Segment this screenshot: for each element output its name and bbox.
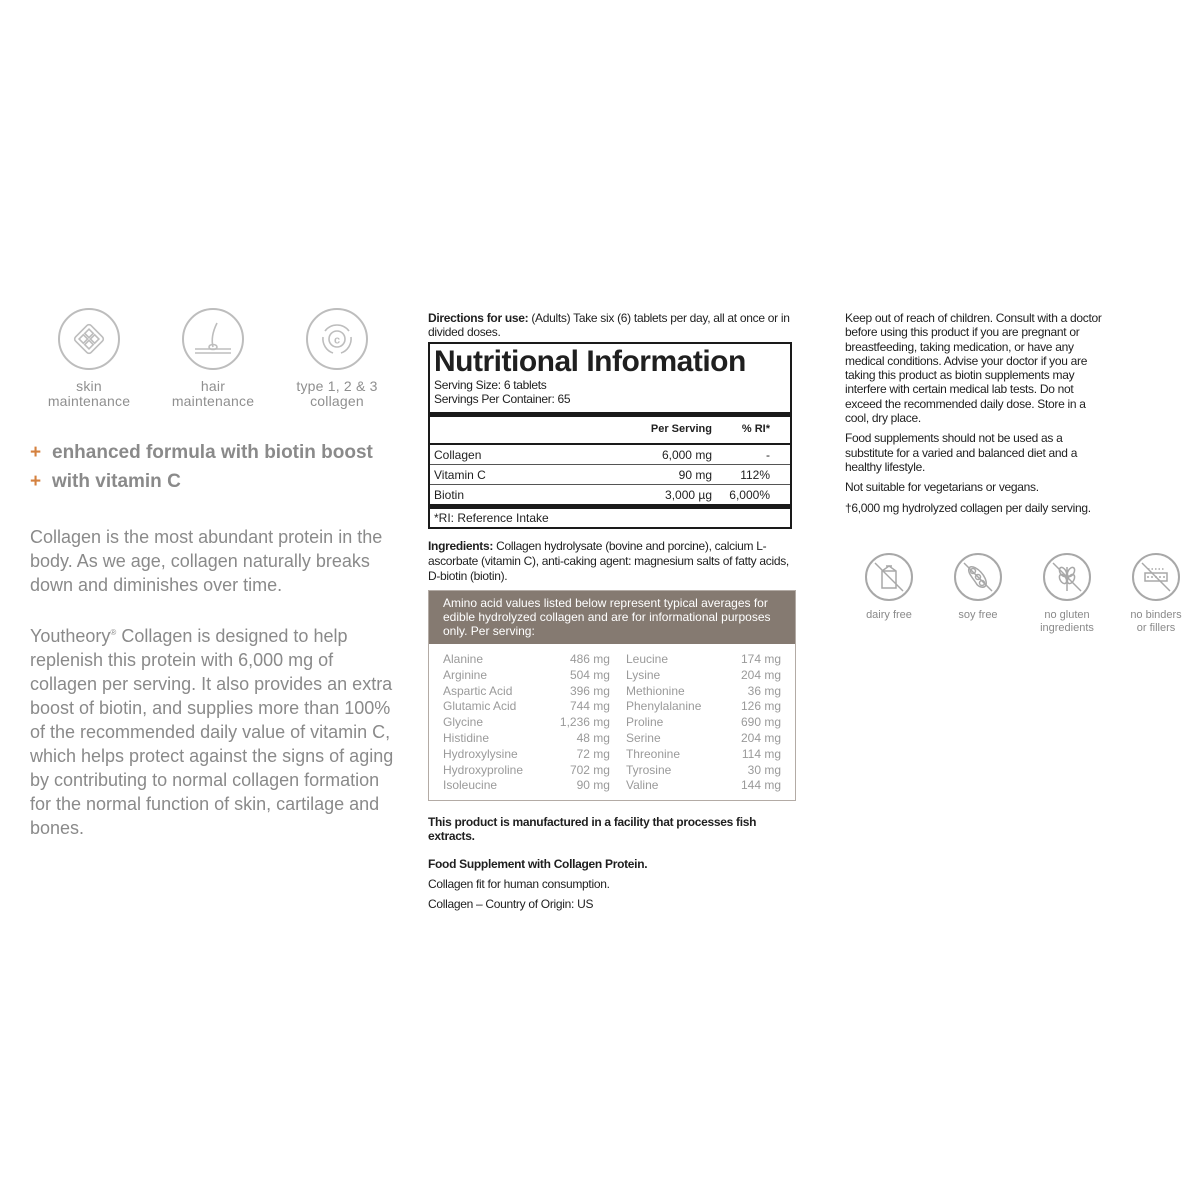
skin-maintenance-badge xyxy=(30,308,148,409)
amino-acid-name: Serine xyxy=(625,730,661,745)
amino-acid-amount: 504 mg xyxy=(569,667,610,682)
amino-acid-name: Hydroxyproline xyxy=(443,762,524,777)
amino-acid-name: Hydroxylysine xyxy=(443,746,518,761)
amino-acid-name: Lysine xyxy=(625,667,661,682)
serving-info xyxy=(430,378,790,417)
plus-icon: + xyxy=(30,471,42,492)
serving-size: Serving Size: 6 tablets xyxy=(434,378,547,392)
amino-acid-row xyxy=(443,731,610,747)
amino-acid-amount: 114 mg xyxy=(741,746,781,761)
amino-acid-name: Methionine xyxy=(625,683,685,698)
amino-acid-name: Isoleucine xyxy=(443,778,498,793)
servings-per-container: Servings Per Container: 65 xyxy=(434,392,571,406)
facility-notice: This product is manufactured in a facility that processes fish extracts. xyxy=(428,815,757,844)
soy-free-badge xyxy=(934,553,1022,635)
amino-acid-row xyxy=(626,652,781,668)
amino-acid-amount: 204 mg xyxy=(740,667,781,682)
nutrient-ri: 112% xyxy=(740,468,770,482)
soy-free-icon xyxy=(954,553,1002,601)
amino-acid-name: Glutamic Acid xyxy=(443,699,517,714)
fit-line: Collagen fit for human consumption. xyxy=(428,877,610,892)
amino-acid-name: Aspartic Acid xyxy=(443,683,513,698)
wheat-icon xyxy=(1043,553,1091,601)
nutrient-amount: 90 mg xyxy=(678,468,712,482)
svg-text:c: c xyxy=(333,334,341,347)
ingredients-label: Ingredients: xyxy=(428,539,494,553)
amino-acid-row xyxy=(626,763,781,779)
ri-footnote: *RI: Reference Intake xyxy=(434,511,549,525)
registered-mark: ® xyxy=(110,628,117,637)
amino-acid-amount: 36 mg xyxy=(747,683,781,698)
hair-maintenance-label: hair maintenance xyxy=(171,378,255,409)
directions-text: (Adults) Take six (6) tablets per day, all at once or in divided doses. xyxy=(428,311,790,339)
benefits-column xyxy=(30,308,400,840)
amino-acid-row xyxy=(443,684,610,700)
no-binders-label: no binders or fillers xyxy=(1130,609,1182,634)
no-binders-badge xyxy=(1112,553,1200,635)
vegetarian-text: Not suitable for vegetarians or vegans. xyxy=(845,480,1039,495)
nutrient-name: Biotin xyxy=(434,488,465,502)
amino-acid-row xyxy=(443,699,610,715)
amino-acid-row xyxy=(626,684,781,700)
warning-text: Keep out of reach of children. Consult with a doctor before using this product if you are pregnant or breastfeeding, taking medication, or have any medical conditions. Advise your doctor if you are taking this product as biotin supplements may interfere with certain medical lab tests. Do not exceed the recommended daily dose. Store in a cool, dry place. xyxy=(845,311,1102,426)
amino-acid-row xyxy=(443,747,610,763)
amino-acid-row xyxy=(443,668,610,684)
amino-acid-name: Proline xyxy=(625,715,664,730)
amino-acid-header: Amino acid values listed below represent typical averages for edible hydrolyzed collagen and are for informational purposes only. Per serving: xyxy=(429,591,795,644)
amino-acid-row xyxy=(443,715,610,731)
collagen-types-label: type 1, 2 & 3 collagen xyxy=(296,378,378,409)
amino-acid-row xyxy=(443,652,610,668)
amino-acid-row xyxy=(626,778,781,794)
nutrition-title: Nutritional Information xyxy=(434,345,746,378)
amino-acid-name: Phenylalanine xyxy=(625,699,702,714)
amino-acid-row xyxy=(626,731,781,747)
nutrient-ri: - xyxy=(766,448,770,462)
amino-acid-amount: 690 mg xyxy=(740,715,781,730)
amino-acid-table xyxy=(428,590,796,801)
amino-acid-name: Histidine xyxy=(443,730,490,745)
nutrient-amount: 6,000 mg xyxy=(661,448,712,462)
amino-acid-amount: 90 mg xyxy=(576,778,610,793)
benefit-icons-row xyxy=(30,308,400,409)
amino-acid-row xyxy=(626,715,781,731)
free-from-badges xyxy=(845,553,1200,635)
amino-acid-amount: 1,236 mg xyxy=(559,715,610,730)
amino-acid-amount: 204 mg xyxy=(740,730,781,745)
skin-icon xyxy=(58,308,120,370)
directions-label: Directions for use: xyxy=(428,311,529,325)
amino-acid-name: Valine xyxy=(625,778,659,793)
collagen-types-badge xyxy=(278,308,396,409)
nutrient-name: Collagen xyxy=(434,448,482,462)
amino-acid-row xyxy=(443,778,610,794)
amino-acid-amount: 30 mg xyxy=(747,762,781,777)
amino-acid-row xyxy=(443,763,610,779)
amino-acid-name: Glycine xyxy=(443,715,484,730)
amino-acid-amount: 126 mg xyxy=(740,699,781,714)
col-per-serving: Per Serving xyxy=(650,423,712,435)
plus-icon: + xyxy=(30,442,42,463)
bullet-biotin xyxy=(30,441,400,464)
feature-bullets xyxy=(30,441,400,493)
binders-icon xyxy=(1132,553,1180,601)
amino-acid-amount: 48 mg xyxy=(576,730,610,745)
amino-acid-amount: 486 mg xyxy=(569,652,610,666)
no-gluten-badge xyxy=(1023,553,1111,635)
bullet-text: with vitamin C xyxy=(52,471,181,492)
soy-free-label: soy free xyxy=(958,609,998,621)
nutrition-header-row xyxy=(430,417,790,445)
bullet-vitamin-c xyxy=(30,470,400,493)
skin-maintenance-label: skin maintenance xyxy=(47,378,131,409)
substitute-text: Food supplements should not be used as a substitute for a varied and balanced diet and a healthy lifestyle. xyxy=(845,431,1078,474)
amino-acid-amount: 396 mg xyxy=(569,683,610,698)
amino-acid-name: Arginine xyxy=(443,667,488,682)
nutrient-ri: 6,000% xyxy=(729,488,770,502)
product-paragraph xyxy=(30,621,400,840)
amino-acid-amount: 144 mg xyxy=(740,778,781,793)
col-ri: % RI* xyxy=(741,423,770,435)
origin-line: Collagen – Country of Origin: US xyxy=(428,897,594,912)
amino-acid-amount: 744 mg xyxy=(569,699,610,714)
intro-paragraph: Collagen is the most abundant protein in the body. As we age, collagen naturally breaks down and diminishes over time. xyxy=(30,527,383,595)
nutrition-row xyxy=(430,445,790,465)
nutrient-name: Vitamin C xyxy=(434,468,486,482)
amino-acid-name: Threonine xyxy=(625,746,681,761)
ingredients xyxy=(428,539,800,584)
bullet-text: enhanced formula with biotin boost xyxy=(52,442,373,463)
nutrition-table xyxy=(428,342,792,529)
amino-acid-row xyxy=(626,699,781,715)
nutrition-row xyxy=(430,485,790,509)
amino-acid-amount: 72 mg xyxy=(576,746,610,761)
product-description: Collagen is designed to help replenish this protein with 6,000 mg of collagen per serving. It also provides an extra boost of biotin, and supplies more than 100% of the recommended daily value of vitamin C, which helps protect against the signs of aging by contributing to normal collagen formation for the normal function of skin, cartilage and bones. xyxy=(30,626,394,838)
ingredients-text: Collagen hydrolysate (bovine and porcine), calcium L-ascorbate (vitamin C), anti-caking agent: magnesium salts of fatty acids, D-biotin (biotin). xyxy=(428,539,789,583)
supplement-line: Food Supplement with Collagen Protein. xyxy=(428,857,648,872)
amino-acid-name: Alanine xyxy=(443,652,484,666)
amino-acid-row xyxy=(626,668,781,684)
warnings-column xyxy=(845,311,1105,521)
dairy-free-label: dairy free xyxy=(866,609,912,621)
label-column xyxy=(428,311,800,911)
amino-acid-amount: 174 mg xyxy=(740,652,781,666)
collagen-type-icon xyxy=(306,308,368,370)
nutrient-amount: 3,000 µg xyxy=(665,488,712,502)
no-gluten-label: no gluten ingredients xyxy=(1040,609,1094,634)
amino-column-right xyxy=(626,652,781,794)
amino-column-left xyxy=(443,652,610,794)
hair-maintenance-badge xyxy=(154,308,272,409)
amino-acid-name: Tyrosine xyxy=(625,762,672,777)
directions xyxy=(428,311,800,339)
amino-acid-row xyxy=(626,747,781,763)
collagen-note: †6,000 mg hydrolyzed collagen per daily serving. xyxy=(845,500,1091,515)
amino-acid-body xyxy=(429,644,795,800)
dairy-free-badge xyxy=(845,553,933,635)
dairy-free-icon xyxy=(865,553,913,601)
hair-icon xyxy=(182,308,244,370)
amino-acid-name: Leucine xyxy=(625,652,669,666)
amino-acid-amount: 702 mg xyxy=(569,762,610,777)
brand-name: Youtheory xyxy=(30,626,111,646)
nutrition-row xyxy=(430,465,790,485)
